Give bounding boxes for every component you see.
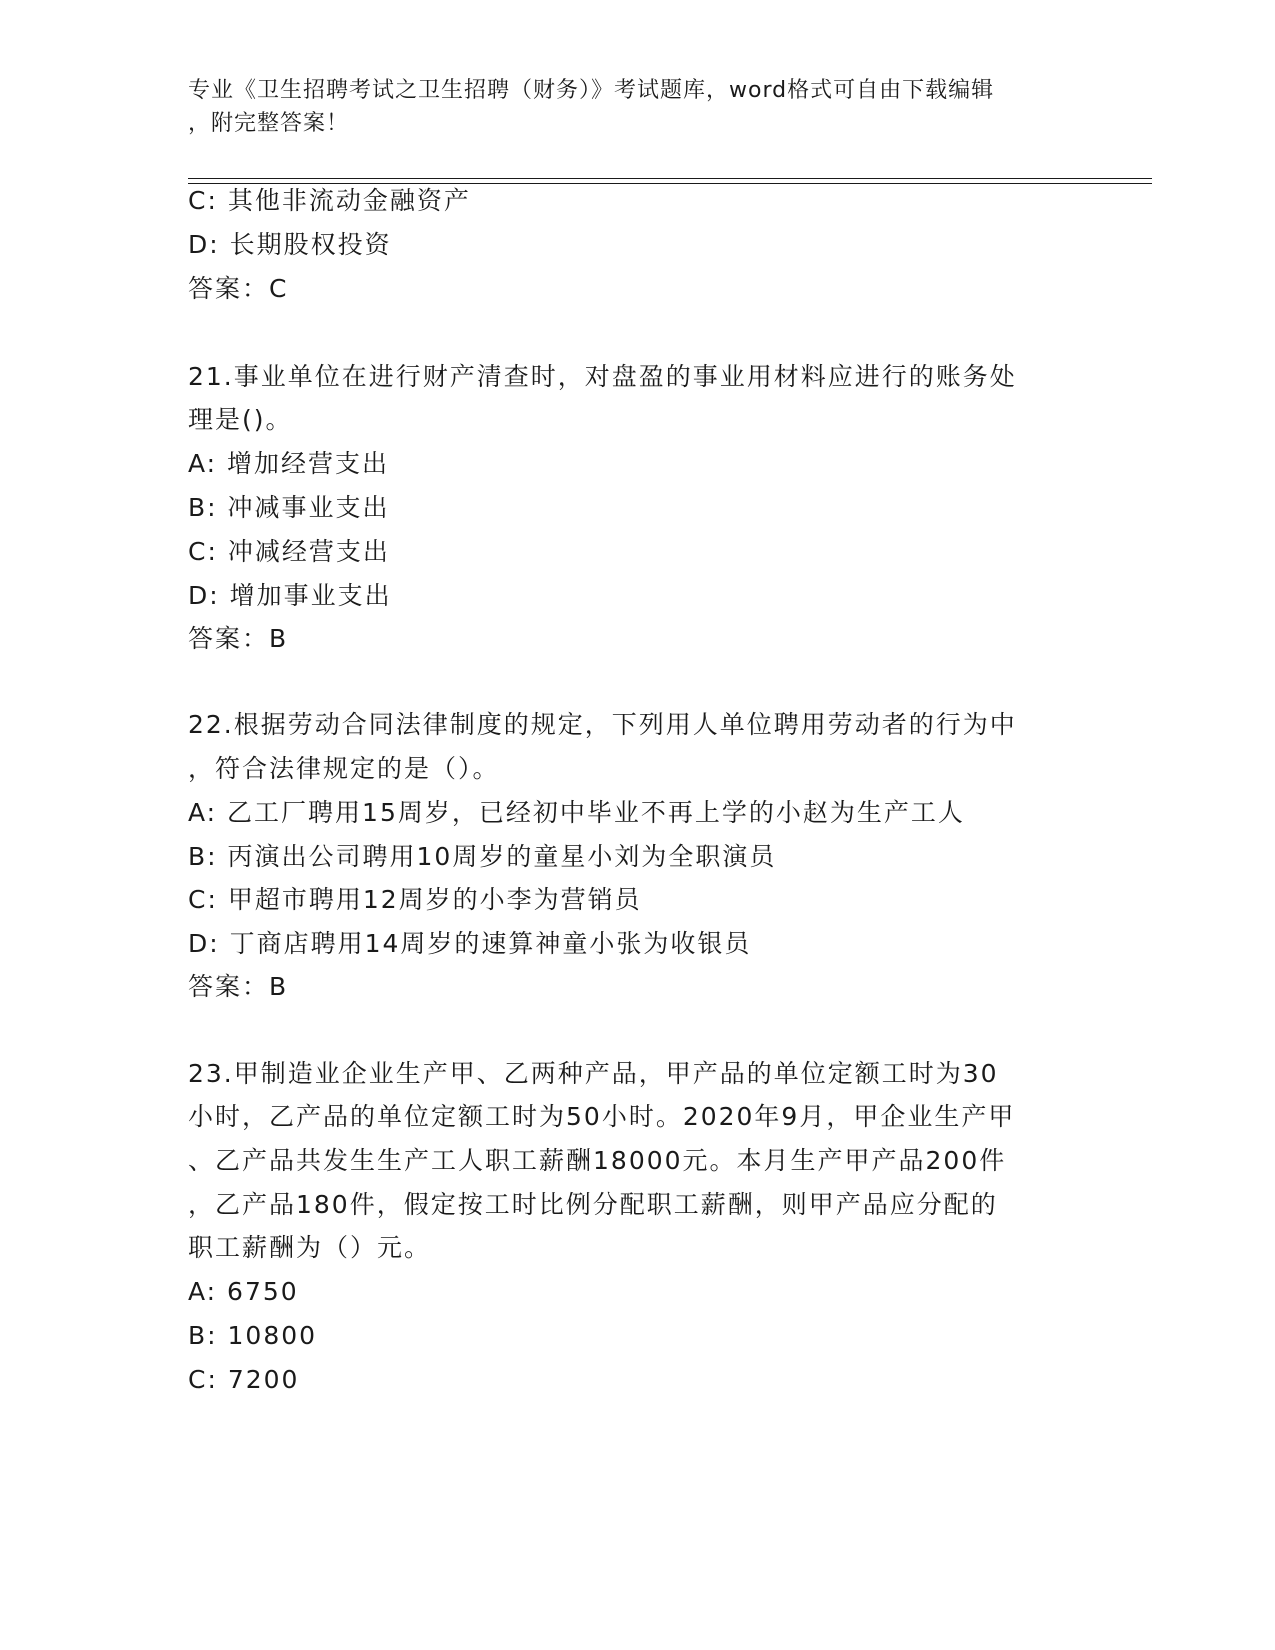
prev-option-c: C: 其他非流动金融资产 (188, 186, 471, 215)
q23-stem-line-3: 、乙产品共发生生产工人职工薪酬18000元。本月生产甲产品200件 (188, 1146, 1007, 1175)
q23-option-c: C: 7200 (188, 1365, 300, 1394)
q22-stem-line-1: 22.根据劳动合同法律制度的规定，下列用人单位聘用劳动者的行为中 (188, 710, 1017, 739)
q23-stem-line-2: 小时，乙产品的单位定额工时为50小时。2020年9月，甲企业生产甲 (188, 1102, 1016, 1131)
q21-option-b: B: 冲减事业支出 (188, 493, 390, 522)
q23-option-a: A: 6750 (188, 1277, 299, 1306)
q23-stem-line-1: 23.甲制造业企业生产甲、乙两种产品，甲产品的单位定额工时为30 (188, 1059, 999, 1088)
q21-option-a: A: 增加经营支出 (188, 449, 390, 478)
q22-option-c: C: 甲超市聘用12周岁的小李为营销员 (188, 885, 642, 914)
q22-option-a: A: 乙工厂聘用15周岁，已经初中毕业不再上学的小赵为生产工人 (188, 798, 965, 827)
prev-option-d: D: 长期股权投资 (188, 230, 392, 259)
q21-option-d: D: 增加事业支出 (188, 581, 392, 610)
q22-option-d: D: 丁商店聘用14周岁的速算神童小张为收银员 (188, 929, 752, 958)
header-line-2: ，附完整答案！ (188, 111, 350, 136)
q23-option-b: B: 10800 (188, 1321, 318, 1350)
q22-answer: 答案：B (188, 972, 289, 1001)
q21-stem-line-1: 21.事业单位在进行财产清查时，对盘盈的事业用材料应进行的账务处 (188, 362, 1017, 391)
header-divider-bottom (188, 183, 1152, 184)
header-line-1: 专业《卫生招聘考试之卫生招聘（财务）》考试题库，word格式可自由下载编辑 (188, 78, 995, 103)
document-header (188, 74, 1088, 140)
q21-answer: 答案：B (188, 624, 289, 653)
q22-option-b: B: 丙演出公司聘用10周岁的童星小刘为全职演员 (188, 842, 777, 871)
q23-stem-line-5: 职工薪酬为（）元。 (188, 1233, 432, 1262)
q21-stem-line-2: 理是()。 (188, 405, 293, 434)
q23-stem-line-4: ，乙产品180件，假定按工时比例分配职工薪酬，则甲产品应分配的 (188, 1190, 998, 1219)
prev-answer: 答案：C (188, 274, 289, 303)
q21-option-c: C: 冲减经营支出 (188, 537, 390, 566)
header-divider-top (188, 178, 1152, 179)
q22-stem-line-2: ，符合法律规定的是（）。 (188, 754, 500, 783)
